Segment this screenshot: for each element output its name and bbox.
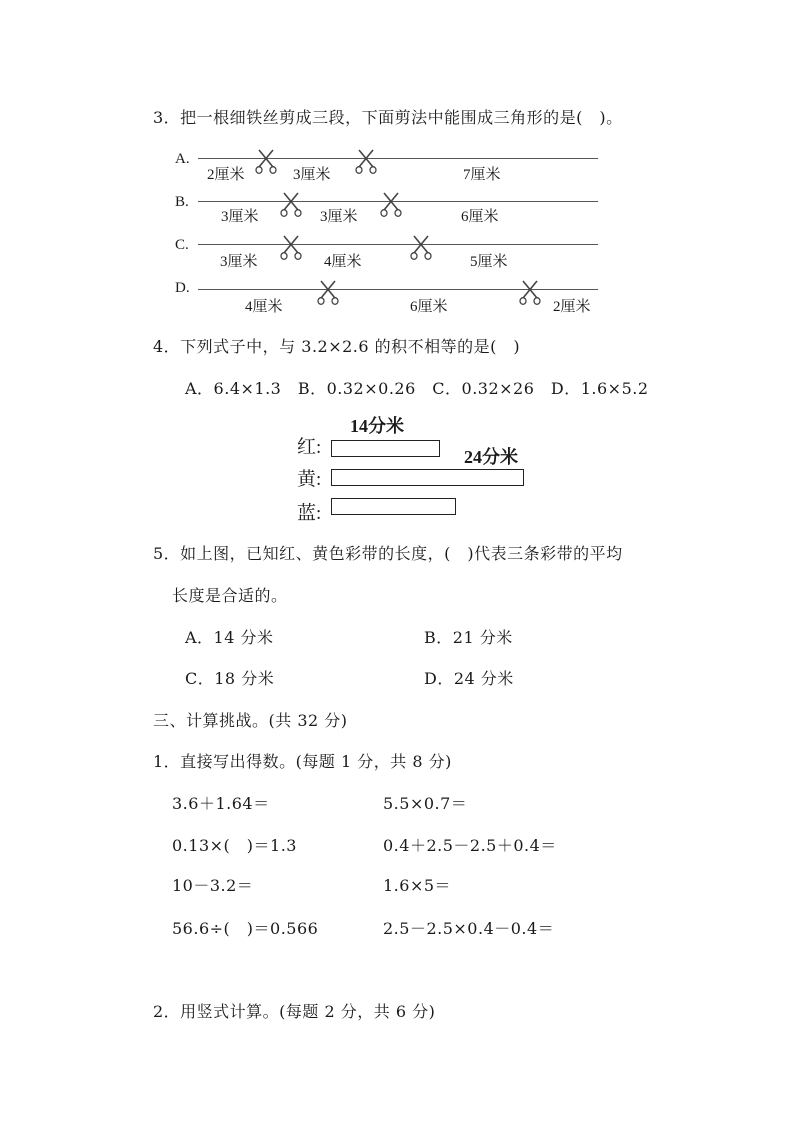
segment-length: 4厘米 xyxy=(245,299,283,315)
calc-item: 56.6÷( )＝0.566 xyxy=(172,919,319,938)
q3-text: 3．把一根细铁丝剪成三段，下面剪法中能围成三角形的是( )。 xyxy=(153,108,623,127)
option-label: B. xyxy=(175,194,189,210)
scissors-icon xyxy=(354,148,378,174)
calc-item: 0.13×( )＝1.3 xyxy=(172,836,297,855)
q5-text-line1: 5．如上图，已知红、黄色彩带的长度，( )代表三条彩带的平均 xyxy=(153,544,623,563)
scissors-icon xyxy=(279,191,303,217)
calc-item: 0.4＋2.5－2.5＋0.4＝ xyxy=(383,836,557,855)
calc-item: 2.5－2.5×0.4－0.4＝ xyxy=(383,919,555,938)
red-ribbon-label: 红: xyxy=(297,437,322,458)
option-label: C. xyxy=(175,237,189,253)
segment-length: 7厘米 xyxy=(463,167,501,183)
q4-text: 4．下列式子中，与 3.2×2.6 的积不相等的是( ) xyxy=(153,337,521,356)
q4-choices: A．6.4×1.3 B．0.32×0.26 C．0.32×26 D．1.6×5.2 xyxy=(185,379,649,398)
segment-length: 3厘米 xyxy=(320,209,358,225)
blue-ribbon-bar xyxy=(331,498,456,515)
option-label: A. xyxy=(175,151,190,167)
segment-length: 6厘米 xyxy=(410,299,448,315)
calc-item: 10－3.2＝ xyxy=(172,876,254,895)
segment-length: 2厘米 xyxy=(207,167,245,183)
blue-ribbon-label: 蓝: xyxy=(297,503,322,524)
calc-item: 5.5×0.7＝ xyxy=(383,794,468,813)
q5-choice-b: B．21 分米 xyxy=(424,628,513,647)
q5-choice-c: C．18 分米 xyxy=(185,669,275,688)
segment-length: 3厘米 xyxy=(293,167,331,183)
wire-line xyxy=(198,244,598,245)
red-ribbon-bar xyxy=(331,440,440,457)
segment-length: 4厘米 xyxy=(324,254,362,270)
yellow-ribbon-bar xyxy=(331,469,524,486)
scissors-icon xyxy=(316,279,340,305)
calc-item: 1.6×5＝ xyxy=(383,876,452,895)
scissors-icon xyxy=(254,148,278,174)
red-length-label: 14分米 xyxy=(350,416,404,436)
calc-item: 3.6＋1.64＝ xyxy=(172,794,270,813)
segment-length: 3厘米 xyxy=(221,209,259,225)
segment-length: 5厘米 xyxy=(470,254,508,270)
option-label: D. xyxy=(175,280,190,296)
segment-length: 3厘米 xyxy=(220,254,258,270)
segment-length: 2厘米 xyxy=(553,299,591,315)
scissors-icon xyxy=(409,234,433,260)
section3-sub1: 1．直接写出得数。(每题 1 分，共 8 分) xyxy=(153,752,452,771)
yellow-length-label: 24分米 xyxy=(464,447,518,467)
q5-choice-a: A．14 分米 xyxy=(185,628,274,647)
section3-sub2: 2．用竖式计算。(每题 2 分，共 6 分) xyxy=(153,1002,436,1021)
scissors-icon xyxy=(379,191,403,217)
segment-length: 6厘米 xyxy=(461,209,499,225)
section3-title: 三、计算挑战。(共 32 分) xyxy=(153,711,348,730)
scissors-icon xyxy=(279,234,303,260)
yellow-ribbon-label: 黄: xyxy=(297,469,322,490)
q5-choice-d: D．24 分米 xyxy=(424,669,514,688)
scissors-icon xyxy=(518,279,542,305)
q5-text-line2: 长度是合适的。 xyxy=(172,586,288,605)
